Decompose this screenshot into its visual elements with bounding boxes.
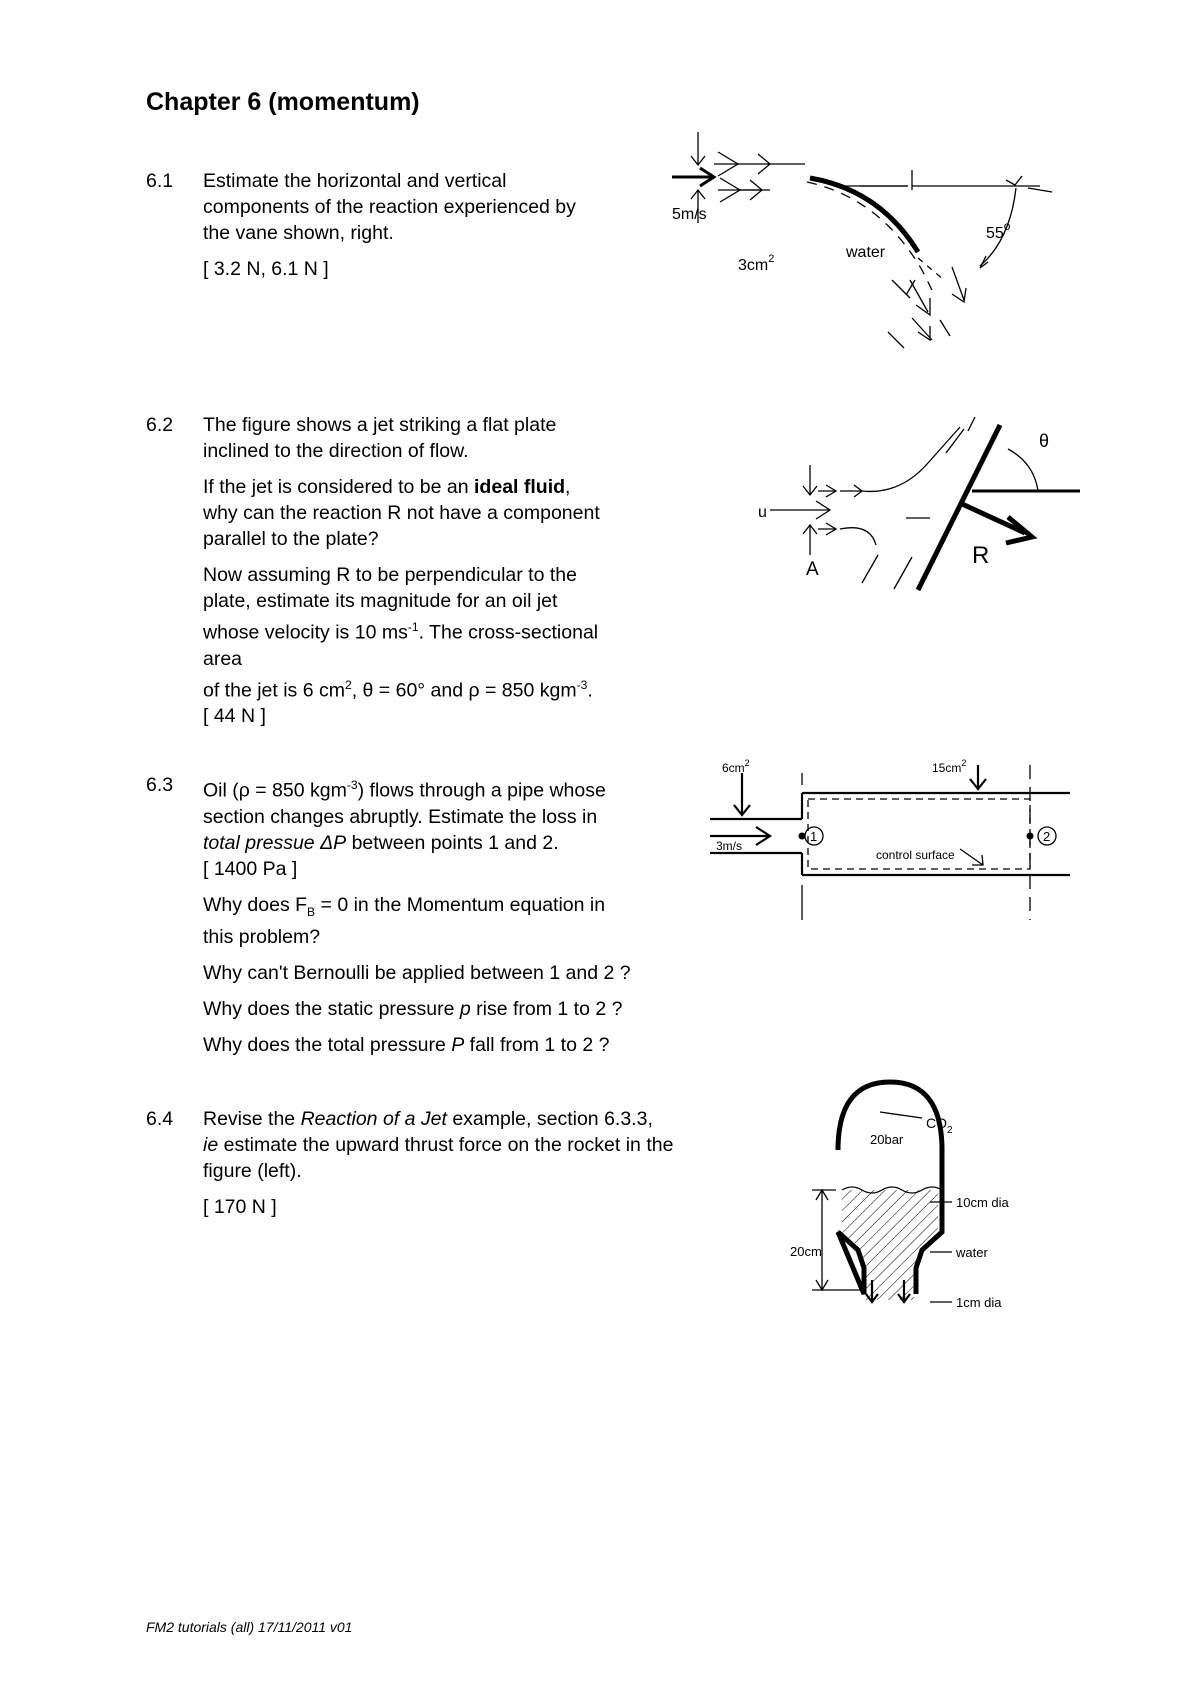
text-line: total pressue ΔP between points 1 and 2. — [203, 831, 559, 854]
answer: [ 3.2 N, 6.1 N ] — [203, 258, 329, 280]
text-line: inclined to the direction of flow. — [203, 440, 469, 462]
text-line: The figure shows a jet striking a flat plate — [203, 414, 557, 436]
text-line: area — [203, 647, 243, 670]
streamline-down — [840, 528, 876, 545]
control-surface-label: control surface — [876, 848, 955, 862]
text-line: Oil (ρ = 850 kgm$^{-3}$) flows through a pipe whose — [203, 778, 606, 802]
area-2-label: $15cm^2$ — [932, 758, 967, 775]
angle-tick — [1028, 188, 1052, 192]
outflow-arrowhead — [918, 326, 930, 340]
gas-label: $CO_2$ — [926, 1115, 953, 1136]
point-1-label: 1 — [810, 829, 818, 844]
reaction-label: R — [972, 542, 990, 569]
inclined-plate-figure — [750, 405, 1090, 605]
angle-arrowhead — [1006, 176, 1022, 185]
gas-pointer — [880, 1112, 922, 1118]
pipe-expansion-figure — [710, 755, 1070, 935]
streamline-down — [862, 555, 878, 583]
text-line: the vane shown, right. — [203, 222, 394, 244]
footer: FM2 tutorials (all) 17/11/2011 v01 — [146, 1619, 353, 1635]
text-line: figure (left). — [203, 1160, 302, 1182]
answer: [ 170 N ] — [203, 1196, 277, 1218]
question-number: 6.1 — [146, 170, 174, 192]
text-line: components of the reaction experienced by — [203, 196, 576, 218]
text-line: parallel to the plate? — [203, 528, 379, 550]
angle-tick — [892, 280, 910, 298]
outflow-line — [912, 318, 932, 340]
fluid-label: water — [846, 244, 886, 261]
point-2-label: 2 — [1043, 829, 1051, 844]
outflow-line — [888, 332, 904, 348]
outflow-arrowhead — [952, 288, 966, 302]
vane-figure — [660, 130, 1080, 360]
text-line: Why does $F_B = 0$ in the Momentum equation in — [203, 893, 606, 919]
text-line: plate, estimate its magnitude for an oil jet — [203, 590, 558, 612]
text-line: this problem? — [203, 926, 321, 949]
rocket-figure — [780, 1080, 1040, 1310]
velocity-label: 5m/s — [672, 206, 707, 223]
streamline-down — [894, 557, 912, 589]
text-line: Now assuming R to be perpendicular to the — [203, 564, 577, 586]
text-line: of the jet is 6 $cm^2$, θ = 60° and ρ = 850 kgm$^{-3}$. — [203, 677, 593, 701]
outflow-arrowhead — [916, 298, 930, 315]
point-2-marker — [1027, 833, 1034, 840]
outflow-line — [940, 320, 950, 336]
text-line: whose velocity is 10 $ms^{-1}$. The cross-sectional — [203, 620, 599, 644]
question-number: 6.3 — [146, 774, 174, 796]
text-line: Why does the total pressure P fall from 1 to 2 ? — [203, 1034, 610, 1057]
text-line: If the jet is considered to be an ideal fluid, — [203, 476, 571, 498]
question-6-3-text — [203, 772, 673, 1058]
pressure-label: 20bar — [870, 1132, 904, 1147]
theta-arc — [1008, 449, 1038, 491]
height-label: 20cm — [790, 1244, 822, 1259]
question-6-1-text — [203, 168, 673, 282]
question-number: 6.2 — [146, 414, 174, 436]
angle-label: 55$^o$ — [986, 219, 1011, 242]
point-1-marker — [799, 833, 806, 840]
streamline-up — [862, 427, 960, 491]
dia2-label: 1cm dia — [956, 1295, 1002, 1310]
theta-label: θ — [1039, 431, 1050, 451]
text-line: Why does the static pressure p rise from 1 to 2 ? — [203, 998, 623, 1021]
area-label: $3cm^2$ — [738, 253, 775, 274]
page-title: Chapter 6 (momentum) — [146, 88, 420, 116]
water-label: water — [956, 1245, 988, 1260]
question-number: 6.4 — [146, 1108, 174, 1130]
cs-pointer — [960, 849, 983, 865]
text-line: why can the reaction R not have a component — [203, 502, 600, 524]
velocity-label: u — [758, 504, 767, 521]
question-6-2-text — [203, 412, 673, 729]
area-1-label: $6cm^2$ — [722, 758, 750, 775]
area-label: A — [806, 559, 819, 580]
text-line: Estimate the horizontal and vertical — [203, 170, 507, 192]
question-6-4-text — [203, 1106, 763, 1220]
velocity-label: 3m/s — [716, 839, 743, 853]
text-line: ie estimate the upward thrust force on the rocket in the — [203, 1134, 674, 1156]
text-line: section changes abruptly. Estimate the loss in — [203, 805, 598, 828]
answer: [ 44 N ] — [203, 705, 266, 727]
text-line: Why can't Bernoulli be applied between 1 and 2 ? — [203, 962, 631, 985]
answer: [ 1400 Pa ] — [203, 857, 298, 880]
dia1-label: 10cm dia — [956, 1195, 1009, 1210]
reaction-arrow — [960, 503, 1025, 533]
text-line: Revise the Reaction of a Jet example, section 6.3.3, — [203, 1108, 653, 1130]
